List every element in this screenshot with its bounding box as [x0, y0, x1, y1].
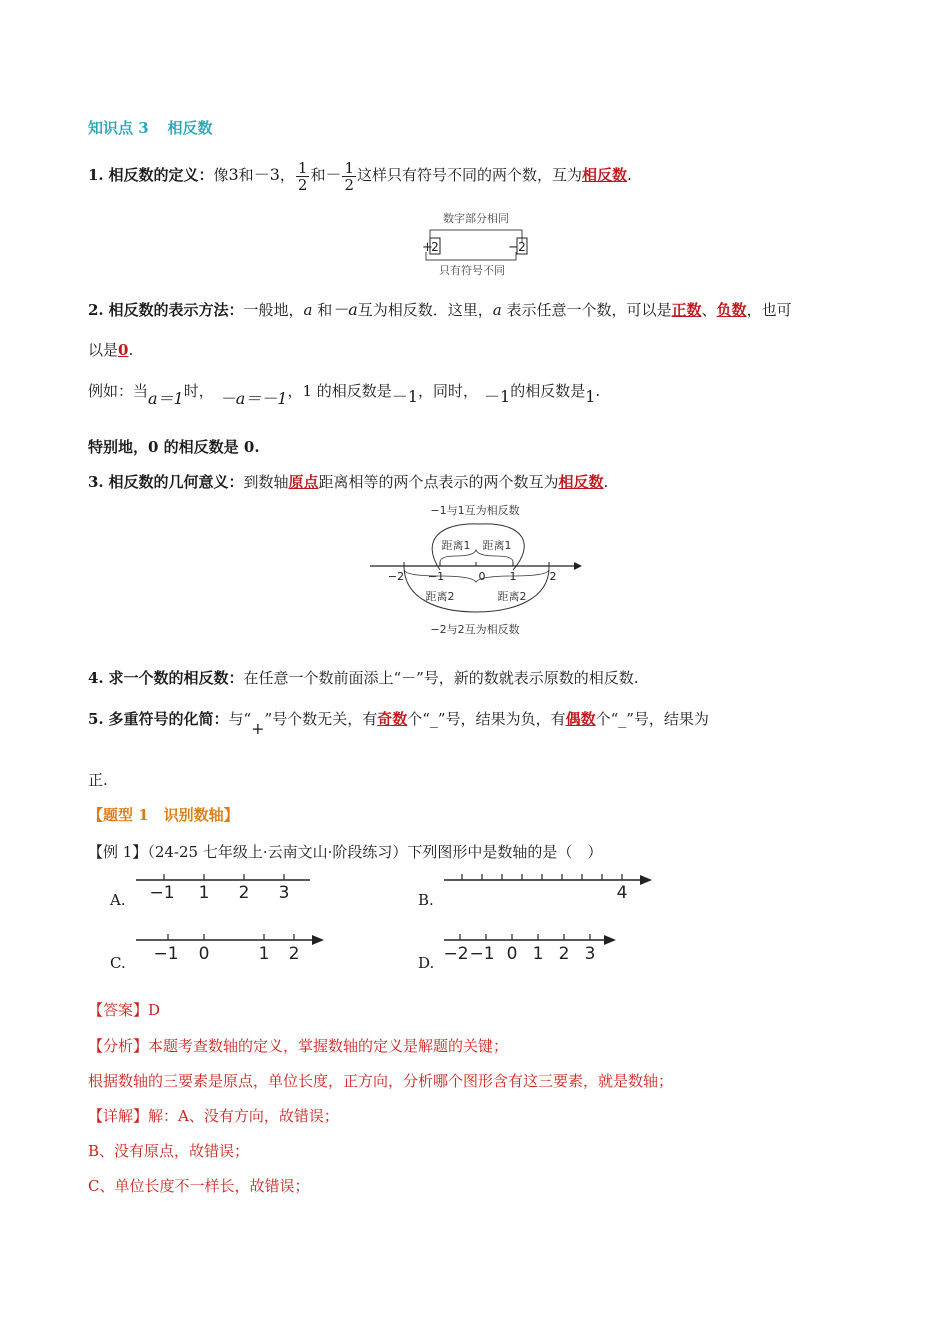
section-2: 2. 相反数的表示方法：一般地，a 和－a互为相反数．这里，a 表示任意一个数，可以是正数、负数，也可 — [88, 300, 792, 319]
s3-label: 相反数的几何意义： — [108, 473, 244, 491]
special-note: 特别地，0 的相反数是 0. — [88, 438, 260, 456]
option-d-arrow — [604, 935, 616, 945]
kp-title: 相反数 — [167, 119, 213, 137]
detail-line: 【详解】解：A、没有方向，故错误； — [88, 1107, 339, 1125]
analysis-line: 【分析】本题考查数轴的定义，掌握数轴的定义是解题的关键； — [88, 1037, 509, 1055]
option-b-number-line — [442, 868, 656, 908]
fig2-dist1-left: 距离1 — [441, 539, 471, 552]
fig1-digit-right: 2 — [518, 240, 526, 254]
option-c-number-line — [134, 928, 330, 968]
fig2-arrow — [574, 562, 582, 570]
section-4: 4. 求一个数的相反数：在任意一个数前面添上“－”号，新的数就表示原数的相反数. — [88, 669, 639, 687]
question-type-heading: 【题型 1 识别数轴】 — [88, 806, 239, 824]
analysis-line-2: 根据数轴的三要素是原点，单位长度，正方向，分析哪个图形含有这三要素，就是数轴； — [88, 1072, 674, 1090]
option-b-label: B. — [418, 891, 434, 909]
fig1-minus: − — [508, 240, 519, 255]
option-c-ticks — [168, 934, 294, 940]
option-a-tick-label: 3 — [278, 883, 290, 903]
fig2-lower-loop — [404, 566, 549, 612]
s1-n2: －3 — [253, 165, 280, 184]
example-tag: 【例 1】 — [88, 843, 148, 861]
kp-label: 知识点 3 — [88, 119, 149, 137]
opposite-number-figure — [412, 208, 540, 282]
s2-answer-zero: 0 — [118, 341, 129, 359]
option-d-tick-label: −1 — [469, 944, 495, 964]
s5-answer-odd: 奇数 — [377, 710, 408, 728]
fig2-tick-label: −2 — [387, 570, 405, 583]
s1-text: 像 — [213, 166, 229, 184]
answer-value: D — [148, 1001, 161, 1019]
s1-label: 相反数的定义： — [108, 166, 214, 184]
s2-answer-negative: 负数 — [716, 301, 747, 319]
s3-answer-opposite: 相反数 — [558, 473, 604, 491]
fig2-dist1-right: 距离1 — [482, 539, 512, 552]
example-1 — [88, 842, 602, 862]
option-b-tick-label: 4 — [616, 883, 628, 903]
section-3: 3. 相反数的几何意义：到数轴原点距离相等的两个点表示的两个数互为相反数. — [88, 473, 609, 491]
geometric-meaning-figure — [360, 500, 590, 642]
option-c-arrow — [312, 935, 324, 945]
fraction-neg-half: $\frac{1}{2}$ — [344, 158, 355, 194]
s1-text: 这样只有符号不同的两个数，互为 — [357, 166, 583, 184]
s4-label: 求一个数的相反数： — [108, 669, 244, 687]
detail-line-2: B、没有原点，故错误； — [88, 1142, 250, 1160]
s5-label: 多重符号的化简： — [108, 710, 229, 728]
fig1-bottom-label: 只有符号不同 — [439, 264, 505, 277]
s2-label: 相反数的表示方法： — [108, 301, 244, 319]
fig2-dist2-right: 距离2 — [497, 590, 527, 603]
answer-tag: 【答案】 — [88, 1001, 149, 1019]
s1-n1: 3 — [228, 165, 239, 184]
option-a-tick-label: −1 — [149, 883, 175, 903]
section-2-line2: 以是0. — [88, 341, 134, 359]
s1-neg: － — [325, 165, 342, 184]
option-d-number-line — [442, 928, 622, 968]
fig1-plus: + — [422, 240, 433, 255]
detail-tag: 【详解】 — [88, 1107, 149, 1125]
answer-line — [88, 1000, 160, 1020]
fig2-tick-label: 2 — [549, 570, 557, 583]
fig1-digit-left: 2 — [431, 240, 439, 254]
analysis-tag: 【分析】 — [88, 1037, 149, 1055]
fig1-top-label: 数字部分相同 — [443, 212, 509, 225]
fraction-half: $\frac{1}{2}$ — [297, 158, 308, 194]
s1-text: ， — [279, 166, 295, 184]
fig2-tick-label: 1 — [509, 570, 517, 583]
example-text: （24-25 七年级上·云南文山·阶段练习）下列图形中是数轴的是（ ） — [147, 843, 603, 861]
option-d-tick-label: 0 — [506, 944, 518, 964]
s1-text: 和 — [238, 166, 254, 184]
fig2-tick-label: −1 — [427, 570, 445, 583]
s5-answer-even: 偶数 — [565, 710, 596, 728]
s2-answer-positive: 正数 — [671, 301, 702, 319]
option-b-ticks — [462, 874, 622, 880]
option-a-tick-label: 1 — [198, 883, 210, 903]
option-c-label: C. — [110, 954, 126, 972]
option-b-arrow — [640, 875, 652, 885]
section-1: 1. 相反数的定义：像3和－3， $\frac{1}{2}$ 和－ $\frac{1}{2}$ 这样只有符号不同的两个数，互为相反数. — [88, 158, 632, 194]
detail-line-3: C、单位长度不一样长，故错误； — [88, 1177, 310, 1195]
section-5: 5. 多重符号的化简：与“+”号个数无关，有奇数个“_”号，结果为负，有偶数个“_”号，结果为 — [88, 709, 709, 738]
option-a-tick-label: 2 — [238, 883, 250, 903]
example-line: 例如：当a＝1时， －a＝－1，1 的相反数是－1，同时， －1的相反数是1. — [88, 382, 601, 408]
fig2-brace-2 — [404, 570, 549, 582]
option-d-label: D. — [418, 954, 435, 972]
s1-text: 和 — [310, 166, 326, 184]
option-d-tick-label: 3 — [584, 944, 596, 964]
fig2-top-label: −1与1互为相反数 — [430, 504, 520, 517]
option-a-number-line — [134, 868, 314, 908]
s3-answer-origin: 原点 — [288, 473, 319, 491]
option-c-tick-label: 2 — [288, 944, 300, 964]
option-d-tick-label: 2 — [558, 944, 570, 964]
s1-num: 1. — [88, 166, 104, 184]
option-c-tick-label: 1 — [258, 944, 270, 964]
fig2-dist2-left: 距离2 — [425, 590, 455, 603]
option-c-tick-label: −1 — [153, 944, 179, 964]
knowledge-heading — [88, 118, 212, 138]
fig2-tick-label: 0 — [478, 570, 486, 583]
option-d-tick-label: −2 — [443, 944, 469, 964]
fig2-bottom-label: −2与2互为相反数 — [430, 623, 520, 636]
option-c-tick-label: 0 — [198, 944, 210, 964]
section-5-line2: 正. — [88, 771, 108, 789]
option-a-ticks — [164, 874, 284, 880]
option-d-tick-label: 1 — [532, 944, 544, 964]
s1-answer: 相反数 — [582, 166, 628, 184]
option-d-ticks — [460, 934, 590, 940]
option-a-label: A. — [110, 891, 126, 909]
